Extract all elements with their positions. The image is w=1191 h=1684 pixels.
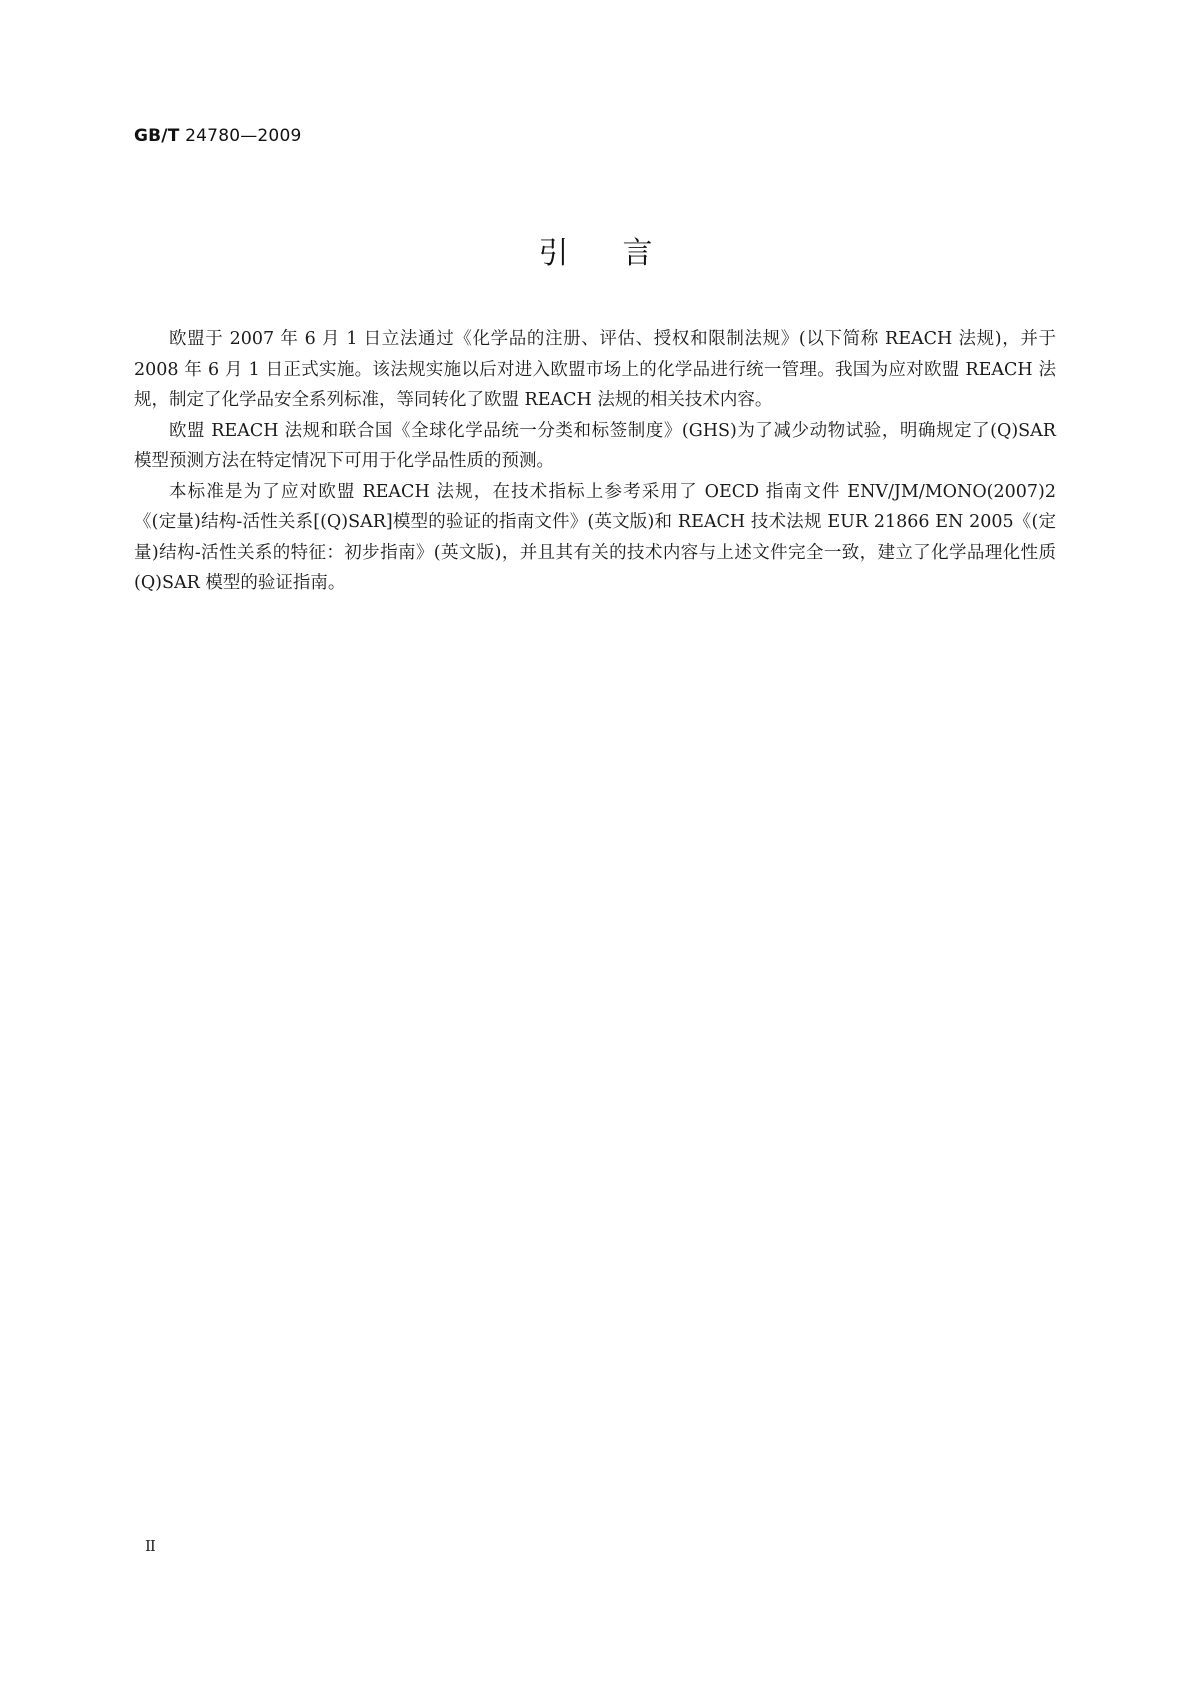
page-title: 引言 [538, 236, 707, 271]
paragraph: 欧盟于 2007 年 6 月 1 日立法通过《化学品的注册、评估、授权和限制法规》(以下简称 REACH 法规)，并于 2008 年 6 月 1 日正式实施。该法规实施以后对进入欧盟市场上的化学品进行统一管理。我国为应对欧盟 REACH 法规，制定了化学品安全系列标准，等同转化了欧盟 REACH 法规的相关技术内容。 [134, 329, 1056, 410]
introduction-body [134, 324, 1056, 599]
page-number: II [145, 1537, 155, 1555]
paragraph: 本标准是为了应对欧盟 REACH 法规，在技术指标上参考采用了 OECD 指南文件 ENV/JM/MONO(2007)2《(定量)结构-活性关系[(Q)SAR]模型的验证的指南文件》(英文版)和 REACH 技术法规 EUR 21866 EN 2005《(定量)结构-活性关系的特征：初步指南》(英文版)，并且其有关的技术内容与上述文件完全一致，建立了化学品理化性质(Q)SAR 模型的验证指南。 [134, 481, 1056, 593]
standard-code [134, 126, 301, 146]
standard-prefix: GB/T [134, 126, 180, 146]
standard-number: 24780—2009 [185, 126, 302, 146]
paragraph: 欧盟 REACH 法规和联合国《全球化学品统一分类和标签制度》(GHS)为了减少动物试验，明确规定了(Q)SAR 模型预测方法在特定情况下可用于化学品性质的预测。 [134, 420, 1056, 471]
